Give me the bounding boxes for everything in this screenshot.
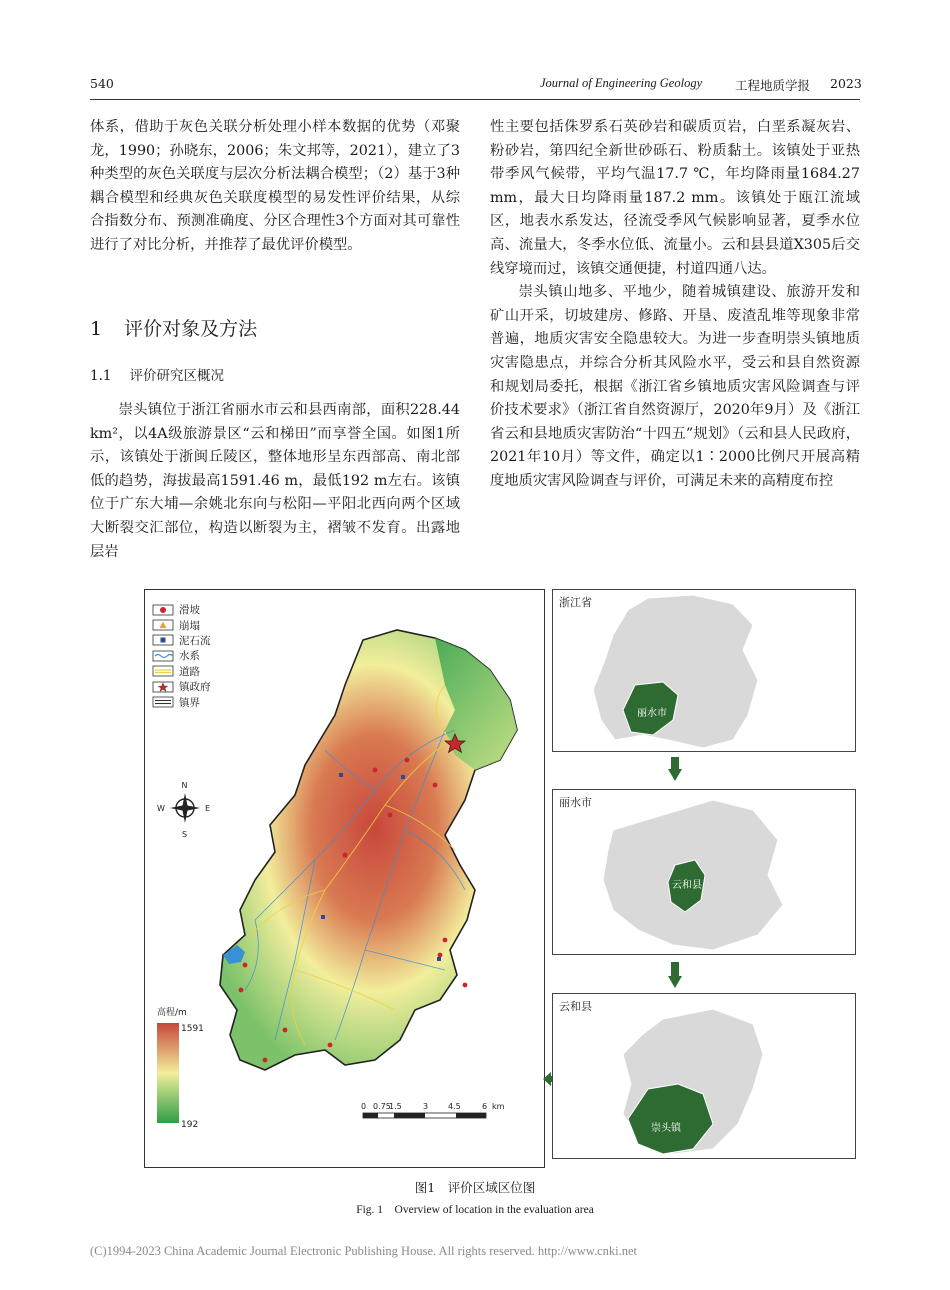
subsection-heading (90, 364, 224, 384)
compass-w: W (157, 804, 165, 813)
inset-lishui (552, 789, 856, 955)
section-heading (90, 314, 257, 341)
scale-unit: km (492, 1102, 505, 1111)
yunhe-label: 云和县 (672, 880, 702, 891)
compass-rose (157, 781, 210, 839)
down-arrow-2-icon (668, 962, 682, 988)
journal-year: 2023 (830, 76, 862, 91)
scale-label: 0.75 (373, 1102, 391, 1111)
inset-zhejiang (552, 589, 856, 752)
left-column-body (90, 399, 460, 564)
yunhe-map-svg (553, 994, 855, 1158)
subsection-number: 1.1 (90, 368, 112, 384)
inset-yunhe (552, 993, 856, 1159)
subsection-title: 评价研究区概况 (129, 368, 224, 384)
figure-caption-cn: 图1 评价区域区位图 (414, 1180, 536, 1195)
intro-paragraph: 体系，借助于灰色关联分析处理小样本数据的优势（邓聚龙，1990；孙晓东，2006；朱文邦等，2021），建立了3种类型的灰色关联度与层次分析法耦合模型；（2）基于3种耦合模型和经典灰色关联度模型的易发性评价结果，从综合指数分布、预测准确度、分区合理性3个方面对其可靠性进行了对比分析，并推荐了最优评价模型。 (90, 119, 460, 253)
elevation-legend (157, 1006, 204, 1130)
figure-caption-en: Fig. 1 Overview of location in the evaluation area (356, 1204, 594, 1216)
journal-name-cn: 工程地质学报 (735, 78, 811, 93)
zhejiang-map-svg (553, 590, 855, 751)
scale-label: 4.5 (448, 1102, 461, 1111)
page-number: 540 (90, 76, 114, 91)
inset-label: 浙江省 (559, 596, 592, 609)
geology-paragraph: 性主要包括侏罗系石英砂岩和碳质页岩，白垩系凝灰岩、粉砂岩，第四纪全新世砂砾石、粉质黏土。该镇处于亚热带季风气候带，平均气温17.7 ℃，年均降雨量1684.27 mm，最大日均降雨量187.2 mm。该镇处于瓯江流域区，地表水系发达，径流受季风气候影响显著，夏季水位高、流量大，冬季水位低、流量小。云和县县道X305后交线穿境而过，该镇交通便捷，村道四通八达。 (490, 119, 860, 277)
scale-label: 3 (423, 1102, 429, 1111)
legend-label: 崩塌 (179, 619, 200, 632)
overview-paragraph: 崇头镇位于浙江省丽水市云和县西南部，面积228.44 km²，以4A级旅游景区“云和梯田”而享誉全国。如图1所示，该镇处于浙闽丘陵区，整体地形呈东西部高、南北部低的趋势，海拔最高1591.46 m，最低192 m左右。该镇位于广东大埔—余姚北东向与松阳—平阳北西向两个区域大断裂交汇部位，构造以断裂为主，褶皱不发育。出露地层岩 (90, 402, 460, 560)
section-title: 评价对象及方法 (124, 318, 258, 340)
legend-label: 镇政府 (179, 681, 211, 694)
legend-label: 镇界 (179, 696, 200, 709)
elevation-min: 192 (181, 1120, 199, 1130)
down-arrow-1-icon (668, 757, 682, 781)
journal-name-en: Journal of Engineering Geology (540, 76, 703, 90)
left-column-intro (90, 116, 460, 258)
hazard-paragraph: 崇头镇山地多、平地少，随着城镇建设、旅游开发和矿山开采，切坡建房、修路、开垦、废渣乱堆等现象非常普遍，地质灾害安全隐患较大。为进一步查明崇头镇地质灾害隐患点，并综合分析其风险水平，受云和县自然资源和规划局委托，根据《浙江省乡镇地质灾害风险调查与评价技术要求》（浙江省自然资源厅，2020年9月）及《浙江省云和县地质灾害防治“十四五”规划》（云和县人民政府，2021年10月）等文件，确定以1∶2000比例尺开展高精度地质灾害风险调查与评价，可满足未来的高精度布控 (490, 284, 860, 489)
elevation-max: 1591 (181, 1024, 204, 1034)
copyright-footer: (C)1994-2023 China Academic Journal Electronic Publishing House. All rights reserved. http://www.cnki.net (90, 1244, 638, 1258)
lishui-map-svg (553, 790, 855, 954)
scale-label: 1.5 (389, 1102, 402, 1111)
terrain-map-svg (145, 590, 544, 1167)
legend-label: 水系 (179, 650, 200, 663)
compass-e: E (205, 804, 211, 813)
header-rule (90, 99, 860, 100)
compass-n: N (181, 781, 188, 790)
section-number: 1 (90, 318, 103, 340)
inset-label: 云和县 (559, 1000, 592, 1013)
right-column (490, 116, 860, 494)
elevation-color-bar (157, 1023, 179, 1123)
study-area-map (144, 589, 545, 1168)
scale-label: 0 (361, 1102, 367, 1111)
legend-label: 道路 (179, 665, 200, 678)
compass-s: S (182, 830, 188, 839)
scale-label: 6 (482, 1102, 488, 1111)
legend-label: 滑坡 (179, 604, 200, 617)
inset-label: 丽水市 (559, 796, 592, 809)
scale-bar (361, 1102, 505, 1118)
legend-label: 泥石流 (179, 634, 211, 647)
lishui-label: 丽水市 (637, 708, 667, 719)
zhejiang-province-shape (593, 595, 758, 748)
chongtou-label: 崇头镇 (651, 1123, 681, 1134)
elevation-title: 高程/m (157, 1008, 187, 1018)
